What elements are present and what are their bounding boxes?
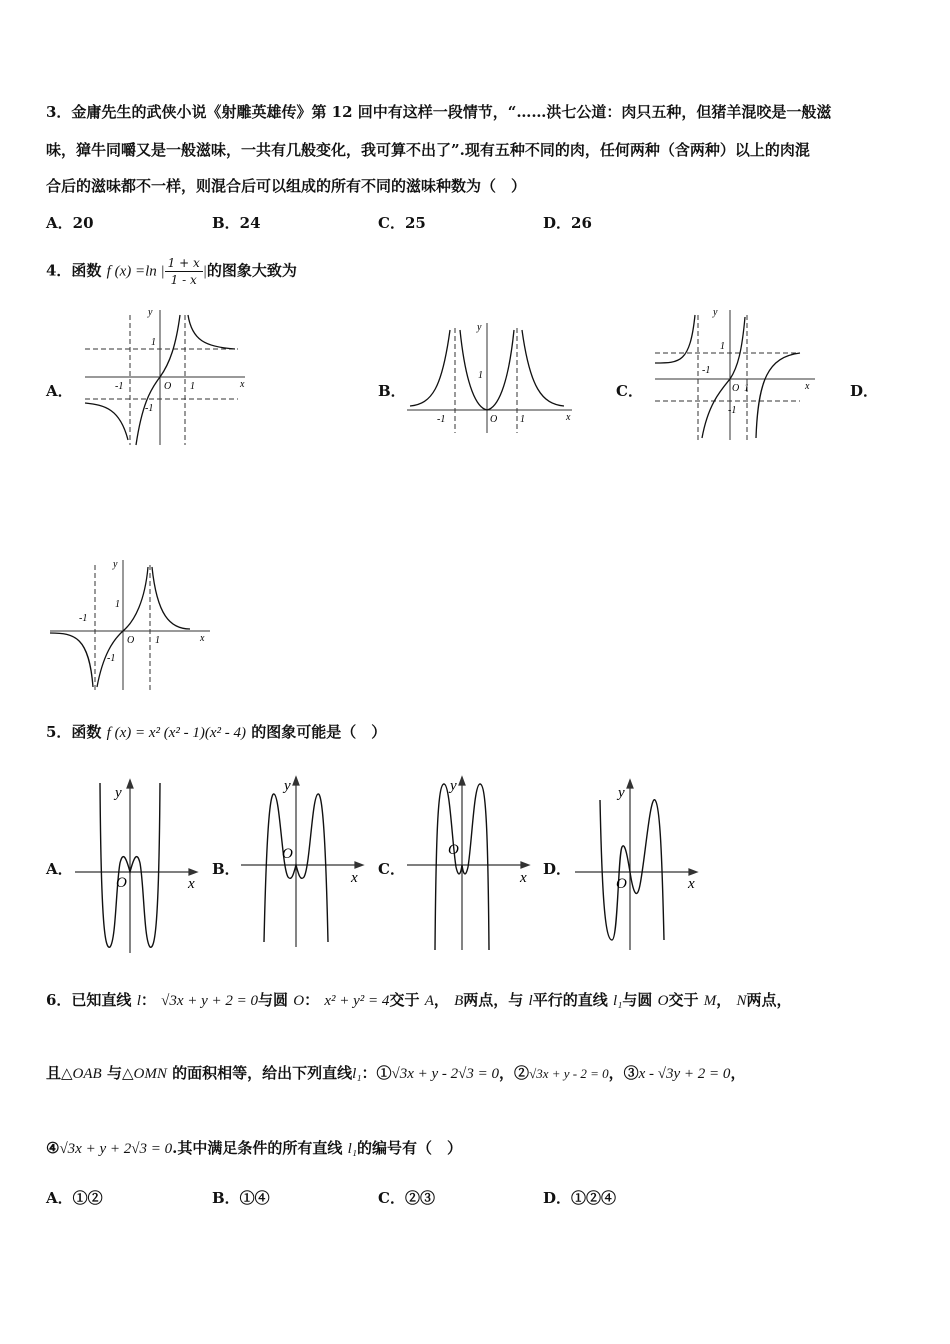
q5d-x-label: x — [688, 876, 695, 892]
q5-label-d[interactable]: D． — [543, 860, 572, 878]
q4-prefix: 4．函数 — [46, 261, 102, 280]
q6-colon-2: ： — [304, 991, 320, 1009]
q4d-origin: O — [127, 635, 135, 646]
q3-option-c[interactable]: C．25 — [378, 214, 426, 232]
q5d-origin: O — [616, 876, 627, 892]
q4c-origin: O — [732, 383, 740, 394]
q6-choice-4-mark: ④ — [46, 1139, 60, 1157]
q6-text-2: 的面积相等，给出下列直线 — [172, 1064, 353, 1082]
q6-and-text: 且 — [46, 1064, 62, 1082]
q6-eq-l: √3x + y + 2 = 0 — [161, 993, 259, 1009]
q4-graph-d[interactable] — [45, 555, 215, 699]
q6-colon-3: ： — [361, 1064, 377, 1082]
q4c-x-label: x — [805, 381, 810, 392]
q5b-x-label: x — [351, 870, 358, 886]
q6-choice-3-eq: x - √3y + 2 = 0 — [638, 1066, 731, 1082]
q4b-origin: O — [490, 414, 498, 425]
q4-frac-numerator: 1 + x — [165, 255, 203, 272]
q4b-y-label: y — [477, 322, 482, 333]
q6-point-b: B — [454, 993, 464, 1009]
q3-line-1: 3．金庸先生的武侠小说《射雕英雄传》第 12 回中有这样一段情节，“……洪七公道：肉只五种，但猪羊混咬是一般滋 — [46, 103, 832, 121]
q4a-y-label: y — [148, 307, 153, 318]
q4b-tick-1x: 1 — [520, 414, 525, 425]
q6-with-circle-2: 与圆 — [622, 991, 653, 1009]
q4-graph-c[interactable] — [650, 305, 820, 449]
q6-line-l: l — [136, 993, 141, 1009]
q5-label-b[interactable]: B． — [212, 860, 240, 878]
q6-meet-2: 交于 — [668, 991, 699, 1009]
q3-option-b[interactable]: B．24 — [212, 214, 261, 232]
q4b-tick-neg1: -1 — [437, 414, 446, 425]
q4a-x-label: x — [240, 379, 245, 390]
q5a-y-label: y — [115, 785, 122, 801]
q4-suffix: 的图象大致为 — [206, 261, 297, 280]
q4a-tick-neg1y: -1 — [145, 403, 154, 414]
q5-prefix: 5．函数 — [46, 723, 102, 741]
q4a-tick-1: 1 — [151, 337, 156, 348]
q6-choice-4-eq: √3x + y + 2√3 = 0 — [59, 1141, 173, 1157]
q5c-y-label: y — [450, 778, 457, 794]
q4-graph-b[interactable] — [402, 318, 577, 442]
q4a-origin: O — [164, 381, 172, 392]
q5c-origin: O — [448, 842, 459, 858]
q6-point-m: M — [703, 993, 717, 1009]
q6-two-points: 两点，与 — [463, 991, 524, 1009]
q6-line-1 — [46, 990, 791, 1011]
q4c-tick-neg1: -1 — [702, 365, 711, 376]
q6-line-2 — [46, 1063, 745, 1084]
q4-stem — [46, 255, 297, 288]
q4c-tick-1: 1 — [720, 341, 725, 352]
q4-label-a[interactable]: A． — [46, 382, 73, 400]
q4d-y-label: y — [113, 559, 118, 570]
q4-fraction — [165, 255, 203, 288]
q6-comma: ， — [433, 991, 449, 1009]
q3-option-a[interactable]: A．20 — [46, 214, 94, 232]
q6-option-b[interactable]: B．①④ — [212, 1189, 270, 1207]
q4-label-d[interactable]: D． — [850, 382, 879, 400]
q4d-tick-1: 1 — [115, 599, 120, 610]
q4-label-c[interactable]: C． — [616, 382, 643, 400]
q5-graph-c[interactable] — [402, 772, 537, 956]
q3-line-3: 合后的滋味都不一样，则混合后可以组成的所有不同的滋味种数为（ ） — [46, 177, 527, 195]
q6-comma-2: ， — [716, 991, 732, 1009]
q6-line-l-2: l — [528, 993, 533, 1009]
q5a-x-label: x — [188, 876, 195, 892]
q4c-y-label: y — [713, 307, 718, 318]
q4a-tick-neg1: -1 — [115, 381, 124, 392]
q6-comma-3: ， — [730, 1064, 746, 1082]
q5a-origin: O — [116, 875, 127, 891]
q4c-tick-1x: 1 — [744, 383, 749, 394]
q5-graph-a[interactable] — [70, 775, 205, 959]
q6-text-4: 的编号有（ ） — [356, 1139, 462, 1157]
q4-function-lhs: f (x) =ln | — [106, 263, 165, 280]
q4d-tick-neg1: -1 — [79, 613, 88, 624]
q6-line-l1: l₁ — [612, 993, 623, 1009]
q5b-origin: O — [282, 846, 293, 862]
q6-point-a: A — [424, 993, 434, 1009]
q5-label-c[interactable]: C． — [378, 860, 405, 878]
q4c-tick-neg1y: -1 — [728, 405, 737, 416]
q6-colon: ： — [140, 991, 156, 1009]
q5-graph-b[interactable] — [236, 772, 371, 956]
q5-stem — [46, 722, 386, 743]
q6-choice-1-mark: ① — [376, 1064, 392, 1082]
q6-point-n: N — [736, 993, 747, 1009]
q6-circle-o-2: O — [657, 993, 669, 1009]
q6-line-l1-2: l₁ — [352, 1066, 362, 1082]
q4b-tick-1: 1 — [478, 370, 483, 381]
q6-meet: 交于 — [389, 991, 420, 1009]
q6-circle-o: O — [293, 993, 305, 1009]
q4b-x-label: x — [566, 412, 571, 423]
q4d-tick-neg1y: -1 — [107, 653, 116, 664]
q3-line-2: 味，獐牛同嚼又是一般滋味，一共有几般变化，我可算不出了”.现有五种不同的肉，任何两种（含两种）以上的肉混 — [46, 141, 810, 159]
q4d-x-label: x — [200, 633, 205, 644]
q6-option-d[interactable]: D．①②④ — [543, 1189, 617, 1207]
q6-choice-2-mark: ，② — [499, 1064, 530, 1082]
q6-choice-1-eq: √3x + y - 2√3 = 0 — [391, 1066, 500, 1082]
q6-circle-eq: x² + y² = 4 — [324, 993, 390, 1009]
q5b-y-label: y — [284, 778, 291, 794]
q6-parallel: 平行的直线 — [532, 991, 608, 1009]
q4-frac-denominator: 1 - x — [170, 273, 197, 287]
q6-line-l1-3: l₁ — [347, 1141, 357, 1157]
q3-option-d[interactable]: D．26 — [543, 214, 592, 232]
q6-two-points-2: 两点， — [746, 991, 792, 1009]
q6-choice-3-mark: ，③ — [608, 1064, 639, 1082]
q5c-x-label: x — [520, 870, 527, 886]
q6-with-circle: 与圆 — [258, 991, 289, 1009]
q6-option-c[interactable]: C．②③ — [378, 1189, 435, 1207]
q4d-tick-1x: 1 — [155, 635, 160, 646]
q5-suffix: 的图象可能是（ ） — [251, 723, 387, 741]
q4a-tick-1x: 1 — [190, 381, 195, 392]
q4-label-b[interactable]: B． — [378, 382, 406, 400]
q4-function-rhs: | — [202, 263, 207, 280]
q4-graph-a[interactable] — [80, 305, 250, 454]
q6-line-3 — [46, 1138, 462, 1159]
q6-triangle-oab: △OAB — [61, 1066, 102, 1082]
q6-and: 与 — [106, 1064, 122, 1082]
q6-triangle-omn: △OMN — [121, 1066, 167, 1082]
q6-text-3: .其中满足条件的所有直线 — [172, 1139, 343, 1157]
q5-graph-d[interactable] — [570, 775, 705, 959]
q6-text-1: 6．已知直线 — [46, 991, 132, 1009]
q6-choice-2-eq: √3x + y - 2 = 0 — [529, 1066, 609, 1081]
q6-option-a[interactable]: A．①② — [46, 1189, 103, 1207]
q5-label-a[interactable]: A． — [46, 860, 73, 878]
q5d-y-label: y — [618, 785, 625, 801]
q5-function: f (x) = x² (x² - 1)(x² - 4) — [106, 725, 247, 741]
